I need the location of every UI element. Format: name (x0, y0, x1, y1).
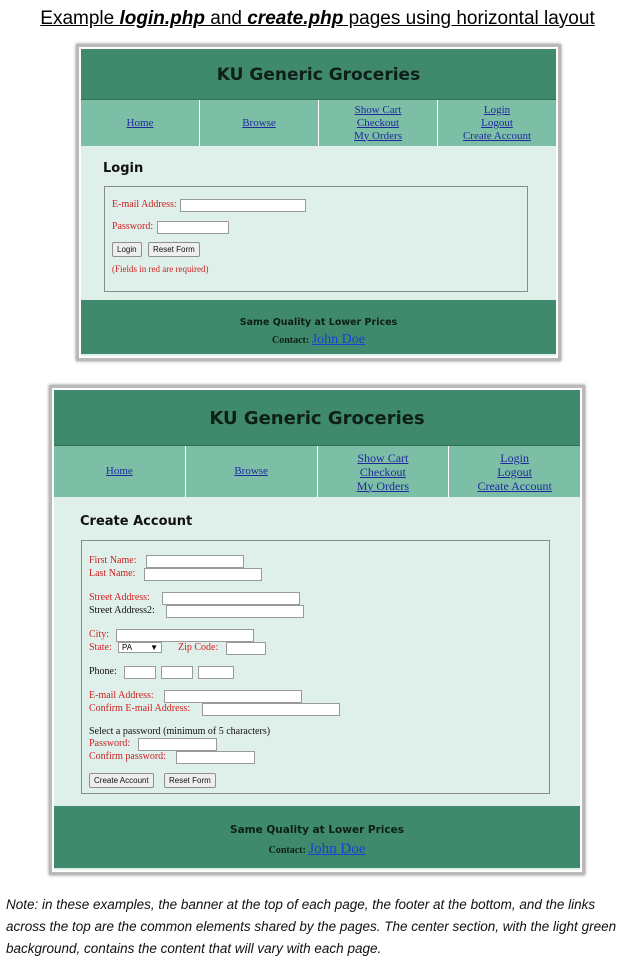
nav-browse-link[interactable]: Browse (234, 465, 268, 477)
email-field[interactable] (164, 690, 302, 703)
street-address-field[interactable] (162, 592, 300, 605)
page-title: Create Account (80, 514, 193, 529)
password-field[interactable] (138, 738, 217, 751)
nav-cell-home (54, 446, 186, 497)
phone-area-code-field[interactable] (124, 666, 156, 679)
nav-logout-link[interactable]: Logout (497, 464, 532, 479)
required-fields-note: (Fields in red are required) (112, 264, 209, 274)
confirm-email-field[interactable] (202, 703, 340, 716)
title-file-login: login.php (119, 8, 205, 29)
footer-contact (81, 332, 556, 348)
banner-title: KU Generic Groceries (216, 65, 421, 85)
street-address-label: Street Address: (89, 592, 150, 603)
state-select[interactable] (118, 642, 162, 653)
reset-form-button[interactable]: Reset Form (148, 242, 200, 257)
login-form (104, 186, 528, 292)
state-label: State: (89, 642, 112, 653)
contact-name-link[interactable]: John Doe (308, 841, 366, 857)
login-screenshot (76, 44, 561, 361)
zip-code-field[interactable] (226, 642, 266, 655)
last-name-field[interactable] (144, 568, 262, 581)
nav-bar (81, 100, 556, 146)
create-account-button[interactable]: Create Account (89, 773, 154, 788)
page-title: Login (103, 161, 144, 176)
password-field[interactable] (157, 221, 229, 234)
nav-login-link[interactable]: Login (483, 103, 511, 116)
explanatory-note: Note: in these examples, the banner at the top of each page, the footer at the bottom, and the links across the top are the common elements shared by the pages. The center section, with the light green background, contains the content that will vary with each page. (6, 897, 617, 956)
chevron-down-icon: ▼ (150, 643, 158, 652)
create-account-page (54, 390, 580, 870)
title-suffix: pages using horizontal layout (343, 8, 595, 29)
phone-prefix-field[interactable] (161, 666, 193, 679)
zip-code-label: Zip Code: (178, 642, 219, 653)
nav-create-account-link[interactable]: Create Account (462, 129, 532, 142)
street-address2-field[interactable] (166, 605, 304, 618)
phone-line-field[interactable] (198, 666, 234, 679)
state-selected-value: PA (122, 643, 133, 652)
nav-checkout-link[interactable]: Checkout (356, 116, 400, 129)
nav-browse-link[interactable]: Browse (242, 116, 276, 129)
nav-show-cart-link[interactable]: Show Cart (354, 103, 402, 116)
nav-my-orders-link[interactable]: My Orders (354, 129, 402, 142)
nav-cell-account (438, 100, 556, 146)
nav-cell-cart (319, 100, 438, 146)
phone-label: Phone: (89, 666, 117, 677)
city-field[interactable] (116, 629, 254, 642)
login-page (81, 49, 556, 356)
banner-title: KU Generic Groceries (209, 408, 425, 429)
first-name-label: First Name: (89, 555, 137, 566)
email-field[interactable] (180, 199, 306, 212)
reset-form-button[interactable]: Reset Form (164, 773, 216, 788)
nav-home-link[interactable]: Home (126, 116, 154, 129)
nav-show-cart-link[interactable]: Show Cart (357, 450, 409, 465)
nav-cell-browse (200, 100, 319, 146)
site-footer (81, 300, 556, 354)
confirm-password-label: Confirm password: (89, 751, 166, 762)
nav-cell-cart (318, 446, 450, 497)
nav-bar (54, 446, 580, 497)
email-label: E-mail Address: (112, 199, 177, 210)
last-name-label: Last Name: (89, 568, 136, 579)
title-prefix: Example (40, 8, 120, 29)
nav-create-account-link[interactable]: Create Account (477, 478, 552, 493)
email-label: E-mail Address: (89, 690, 154, 701)
city-label: City: (89, 629, 110, 640)
title-file-create: create.php (247, 8, 344, 29)
footer-slogan: Same Quality at Lower Prices (239, 317, 398, 328)
create-account-form (81, 540, 550, 794)
contact-label: Contact: (268, 845, 306, 856)
title-and: and (204, 8, 248, 29)
site-banner (81, 49, 556, 100)
confirm-password-field[interactable] (176, 751, 255, 764)
password-hint: Select a password (minimum of 5 characters) (89, 726, 271, 737)
create-account-screenshot (49, 385, 585, 875)
footer-slogan: Same Quality at Lower Prices (230, 824, 404, 836)
contact-name-link[interactable]: John Doe (311, 332, 365, 347)
nav-checkout-link[interactable]: Checkout (359, 464, 406, 479)
nav-logout-link[interactable]: Logout (481, 116, 513, 129)
site-banner (54, 390, 580, 446)
login-button[interactable]: Login (112, 242, 142, 257)
confirm-email-label: Confirm E-mail Address: (89, 703, 191, 714)
nav-login-link[interactable]: Login (500, 450, 529, 465)
nav-my-orders-link[interactable]: My Orders (356, 478, 410, 493)
password-label: Password: (112, 221, 154, 232)
document-title (0, 8, 635, 30)
nav-cell-home (81, 100, 200, 146)
nav-cell-browse (186, 446, 318, 497)
contact-label: Contact: (272, 335, 310, 346)
street-address2-label: Street Address2: (89, 605, 155, 616)
password-label: Password: (89, 738, 131, 749)
site-footer (54, 806, 580, 868)
first-name-field[interactable] (146, 555, 244, 568)
footer-contact (54, 841, 580, 858)
nav-cell-account (449, 446, 580, 497)
nav-home-link[interactable]: Home (105, 465, 133, 477)
